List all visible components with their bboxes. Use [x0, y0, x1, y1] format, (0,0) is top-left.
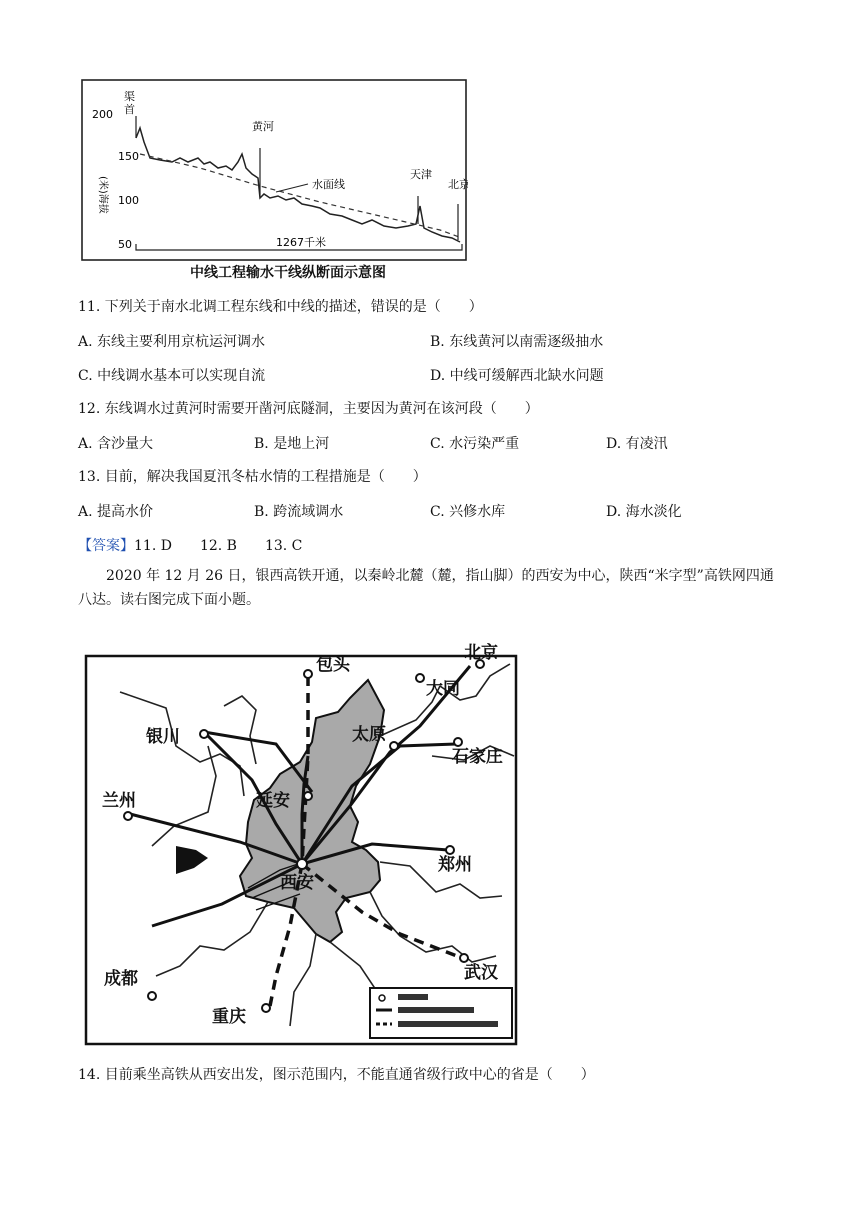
- water-line-label: 水面线: [312, 178, 345, 191]
- q13-option-c: C. 兴修水库: [430, 504, 506, 520]
- q12-option-b: B. 是地上河: [254, 436, 330, 452]
- city-lanzhou: 兰州: [102, 791, 136, 811]
- q11-option-a: A. 东线主要利用京杭运河调水: [78, 334, 266, 350]
- city-shijiazhuang: 石家庄: [452, 747, 503, 767]
- answer-tag: 【答案】: [78, 538, 134, 554]
- profile-chart: [80, 78, 468, 262]
- city-wuhan: 武汉: [464, 963, 498, 983]
- y-tick-50: 50: [118, 238, 132, 251]
- y-tick-100: 100: [118, 194, 139, 207]
- ground-profile-line: [136, 128, 460, 242]
- q13-option-d: D. 海水淡化: [606, 504, 682, 520]
- water-line-leader: [276, 184, 308, 192]
- qushou-label: 渠 首: [124, 90, 135, 116]
- q12-option-d: D. 有凌汛: [606, 436, 668, 452]
- y-axis-label: (米)海拔: [97, 176, 108, 214]
- q11-option-c: C. 中线调水基本可以实现自流: [78, 368, 266, 384]
- city-xian: 西安: [280, 873, 314, 893]
- map-legend: [370, 988, 512, 1038]
- answer-text: 11. D 12. B 13. C: [134, 538, 303, 554]
- q11-option-b: B. 东线黄河以南需逐级抽水: [430, 334, 604, 350]
- city-taiyuan: 太原: [352, 725, 386, 745]
- tianjin-label: 天津: [410, 168, 432, 181]
- city-yanan: 延安: [256, 791, 290, 811]
- figure-frame: [82, 80, 466, 260]
- profile-caption: 中线工程输水干线纵断面示意图: [190, 265, 386, 281]
- profile-figure: [80, 78, 468, 262]
- question-13-stem: 13. 目前，解决我国夏汛冬枯水情的工程措施是（ ）: [78, 469, 427, 485]
- city-baotou: 包头: [316, 655, 350, 675]
- q13-option-b: B. 跨流域调水: [254, 504, 344, 520]
- answer-line: [78, 536, 302, 556]
- question-11-stem: 11. 下列关于南水北调工程东线和中线的描述，错误的是（ ）: [78, 299, 483, 315]
- q11-option-d: D. 中线可缓解西北缺水问题: [430, 368, 604, 384]
- railway-map: [80, 636, 522, 1050]
- q12-option-c: C. 水污染严重: [430, 436, 520, 452]
- city-zhengzhou: 郑州: [438, 855, 472, 875]
- distance-label: 1267千米: [276, 236, 326, 249]
- y-tick-150: 150: [118, 150, 139, 163]
- q12-option-a: A. 含沙量大: [78, 436, 154, 452]
- water-surface-line: [140, 154, 462, 238]
- q13-option-a: A. 提高水价: [78, 504, 154, 520]
- huanghe-label: 黄河: [252, 120, 274, 133]
- city-yinchuan: 银川: [146, 727, 180, 747]
- city-beijing: 北京: [464, 643, 498, 663]
- city-datong: 大同: [426, 679, 460, 699]
- beijing-label: 北京: [448, 178, 468, 191]
- railway-map-svg: [80, 636, 522, 1050]
- y-tick-200: 200: [92, 108, 113, 121]
- city-chongqing: 重庆: [212, 1007, 246, 1027]
- city-chengdu: 成都: [104, 969, 138, 989]
- intro-paragraph: 2020 年 12 月 26 日，银西高铁开通，以秦岭北麓（麓，指山脚）的西安为中心，陕西“米字型”高铁网四通八达。读右图完成下面小题。: [78, 568, 774, 608]
- question-12-stem: 12. 东线调水过黄河时需要开凿河底隧洞，主要因为黄河在该河段（ ）: [78, 401, 539, 417]
- question-14-stem: 14. 目前乘坐高铁从西安出发，图示范围内，不能直通省级行政中心的省是（ ）: [78, 1067, 595, 1083]
